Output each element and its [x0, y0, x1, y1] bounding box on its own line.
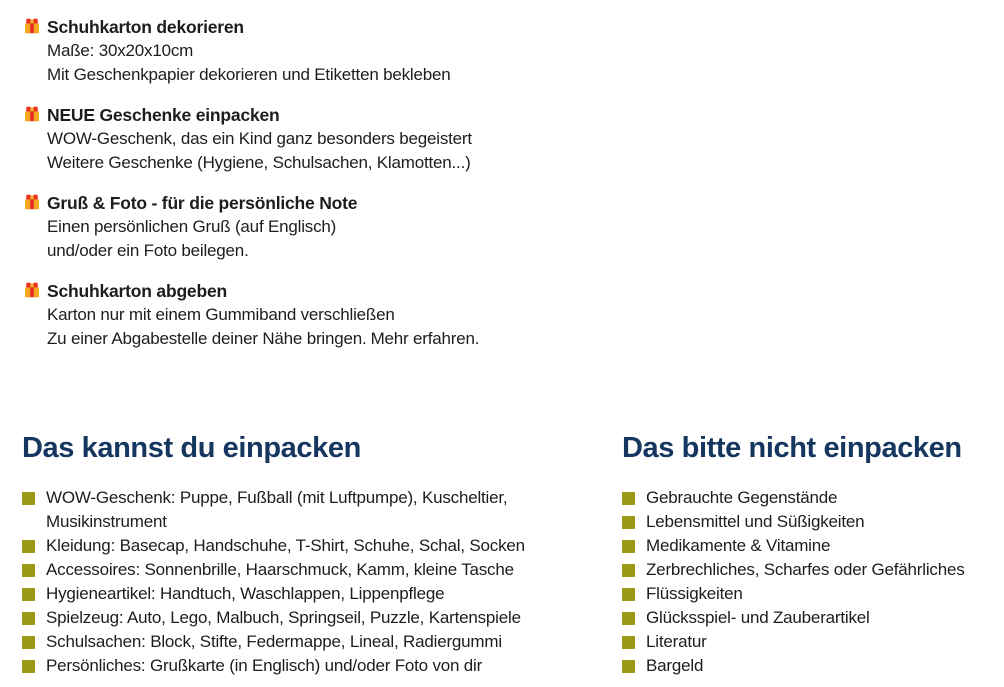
list-item-text: Schulsachen: Block, Stifte, Federmappe, Lineal, Radiergummi [46, 632, 502, 651]
square-bullet-icon [22, 588, 35, 601]
square-bullet-icon [22, 660, 35, 673]
list-item [622, 582, 1004, 606]
square-bullet-icon [22, 612, 35, 625]
list-item [622, 534, 1004, 558]
list-item [22, 582, 582, 606]
pack-columns-section [22, 432, 1004, 678]
square-bullet-icon [622, 588, 635, 601]
pack-heading: Das kannst du einpacken [22, 432, 361, 464]
square-bullet-icon [22, 540, 35, 553]
step-line: Maße: 30x20x10cm [47, 41, 194, 60]
packing-steps-section [24, 15, 1004, 351]
step-line: Weitere Geschenke (Hygiene, Schulsachen, Klamotten...) [47, 153, 471, 172]
mehr-erfahren-link[interactable]: Mehr erfahren. [370, 329, 480, 348]
list-item-text: Kleidung: Basecap, Handschuhe, T-Shirt, Schuhe, Schal, Socken [46, 536, 525, 555]
square-bullet-icon [622, 612, 635, 625]
list-item [622, 510, 1004, 534]
square-bullet-icon [22, 492, 35, 505]
step-line: Karton nur mit einem Gummiband verschließen [47, 305, 395, 324]
list-item [22, 558, 582, 582]
step-line-text: Zu einer Abgabestelle deiner Nähe bringen. [47, 329, 367, 348]
step-line: WOW-Geschenk, das ein Kind ganz besonders begeistert [47, 129, 472, 148]
step-item [24, 279, 1004, 351]
list-item [22, 486, 582, 534]
list-item-text: Persönliches: Grußkarte (in Englisch) und/oder Foto von dir [46, 656, 483, 675]
step-item [24, 15, 1004, 87]
list-item-text: Bargeld [646, 656, 704, 675]
gift-icon [24, 194, 40, 210]
square-bullet-icon [622, 636, 635, 649]
step-item [24, 103, 1004, 175]
dont-pack-column [622, 432, 1004, 678]
step-title: Gruß & Foto - für die persönliche Note [47, 193, 358, 213]
pack-column [22, 432, 622, 678]
list-item-text: WOW-Geschenk: Puppe, Fußball (mit Luftpumpe), Kuscheltier, Musikinstrument [46, 488, 508, 531]
list-item [622, 630, 1004, 654]
step-line: Mit Geschenkpapier dekorieren und Etiketten bekleben [47, 65, 451, 84]
dont-pack-heading: Das bitte nicht einpacken [622, 432, 962, 464]
step-line [47, 327, 479, 351]
square-bullet-icon [22, 636, 35, 649]
list-item [622, 654, 1004, 678]
square-bullet-icon [622, 516, 635, 529]
step-title: NEUE Geschenke einpacken [47, 105, 280, 125]
square-bullet-icon [622, 564, 635, 577]
list-item-text: Literatur [646, 632, 707, 651]
list-item [22, 654, 582, 678]
list-item [622, 606, 1004, 630]
list-item-text: Accessoires: Sonnenbrille, Haarschmuck, Kamm, kleine Tasche [46, 560, 514, 579]
list-item-text: Hygieneartikel: Handtuch, Waschlappen, Lippenpflege [46, 584, 445, 603]
step-line: Einen persönlichen Gruß (auf Englisch) [47, 217, 337, 236]
square-bullet-icon [622, 660, 635, 673]
step-line: und/oder ein Foto beilegen. [47, 241, 249, 260]
list-item-text: Glücksspiel- und Zauberartikel [646, 608, 870, 627]
gift-icon [24, 18, 40, 34]
list-item-text: Lebensmittel und Süßigkeiten [646, 512, 865, 531]
square-bullet-icon [622, 492, 635, 505]
square-bullet-icon [22, 564, 35, 577]
list-item-text: Gebrauchte Gegenstände [646, 488, 838, 507]
list-item-text: Zerbrechliches, Scharfes oder Gefährliches [646, 560, 965, 579]
step-title: Schuhkarton abgeben [47, 281, 227, 301]
list-item [22, 630, 582, 654]
list-item-text: Medikamente & Vitamine [646, 536, 831, 555]
step-title: Schuhkarton dekorieren [47, 17, 244, 37]
list-item [622, 558, 1004, 582]
list-item [622, 486, 1004, 510]
pack-list [22, 486, 582, 678]
list-item-text: Flüssigkeiten [646, 584, 743, 603]
dont-pack-list [622, 486, 1004, 678]
square-bullet-icon [622, 540, 635, 553]
list-item-text: Spielzeug: Auto, Lego, Malbuch, Springseil, Puzzle, Kartenspiele [46, 608, 521, 627]
list-item [22, 606, 582, 630]
step-item [24, 191, 1004, 263]
gift-icon [24, 282, 40, 298]
gift-icon [24, 106, 40, 122]
list-item [22, 534, 582, 558]
